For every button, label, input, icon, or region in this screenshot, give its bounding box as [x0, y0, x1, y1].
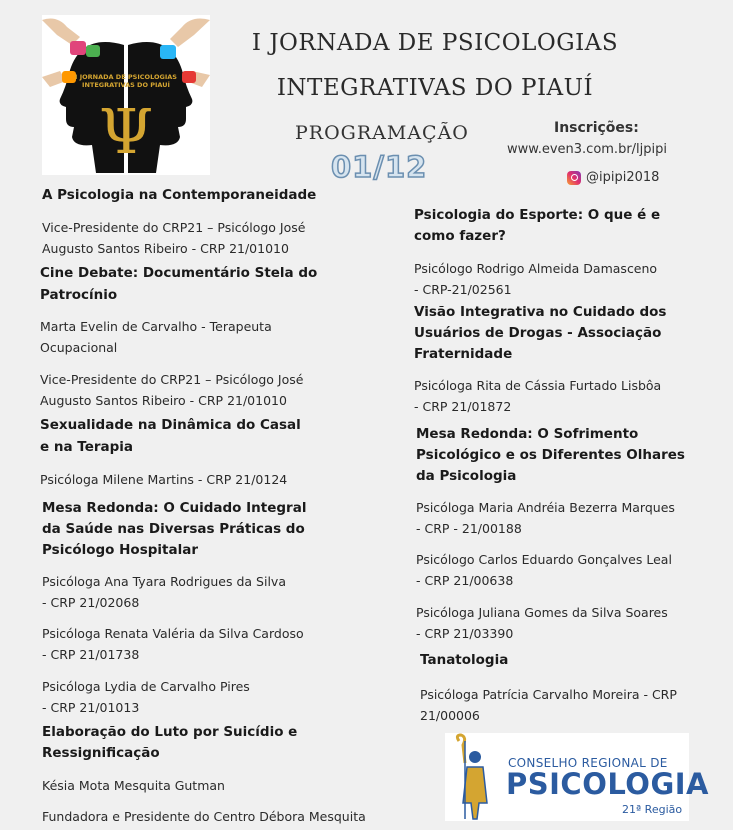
speaker-text: - CRP-21/02561	[414, 282, 512, 297]
session-title: Ressignificação	[42, 745, 160, 761]
speaker-text: Psicóloga Milene Martins - CRP 21/0124	[40, 472, 288, 487]
session-title: Psicólogo Hospitalar	[42, 542, 198, 558]
instagram-icon	[567, 171, 581, 185]
speaker-text: Psicóloga Lydia de Carvalho Pires	[42, 679, 250, 694]
session-title: Tanatologia	[420, 652, 509, 668]
session-title: Sexualidade na Dinâmica do Casal	[40, 417, 301, 433]
speaker-text: - CRP 21/03390	[416, 626, 514, 641]
crp-text-line3: 21ª Região	[622, 803, 683, 816]
crp-figure-icon	[445, 733, 505, 821]
speaker-text: Marta Evelin de Carvalho - Terapeuta	[40, 319, 272, 334]
event-title-line2: INTEGRATIVAS DO PIAUÍ	[276, 75, 594, 101]
speaker-text: - CRP - 21/00188	[416, 521, 522, 536]
session-title: Visão Integrativa no Cuidado dos	[414, 304, 667, 320]
session-title: como fazer?	[414, 228, 506, 244]
session-title: e na Terapia	[40, 439, 134, 455]
session-title: Mesa Redonda: O Sofrimento	[416, 426, 639, 442]
crp-text-line2: PSICOLOGIA	[506, 767, 710, 801]
speaker-text: Késia Mota Mesquita Gutman	[42, 778, 225, 793]
event-title-line1: I JORNADA DE PSICOLOGIAS	[251, 30, 619, 56]
logo-text-line1: I JORNADA DE PSICOLOGIAS	[75, 73, 177, 81]
speaker-text: Psicóloga Juliana Gomes da Silva Soares	[416, 605, 668, 620]
speaker-text: Psicóloga Ana Tyara Rodrigues da Silva	[42, 574, 286, 589]
event-logo	[42, 15, 210, 175]
session-title: Fraternidade	[414, 346, 513, 362]
session-title: Cine Debate: Documentário Stela do	[40, 265, 318, 281]
inscricoes-link[interactable]: www.even3.com.br/ljpipi	[507, 142, 667, 157]
speaker-text: Psicólogo Rodrigo Almeida Damasceno	[414, 261, 658, 276]
speaker-text: Augusto Santos Ribeiro - CRP 21/01010	[42, 241, 289, 256]
session-title: Psicológico e os Diferentes Olhares	[416, 447, 685, 463]
inscricoes-label: Inscrições:	[554, 120, 639, 136]
speaker-text: - CRP 21/01738	[42, 647, 140, 662]
instagram-text: @ipipi2018	[586, 170, 660, 185]
speaker-text: 21/00006	[420, 708, 480, 723]
programacao-heading: PROGRAMAÇÃO	[295, 122, 469, 144]
event-date: 01/12	[331, 150, 428, 184]
session-title: Patrocínio	[40, 287, 118, 303]
session-title: da Saúde nas Diversas Práticas do	[42, 521, 305, 537]
speaker-text: - CRP 21/01013	[42, 700, 140, 715]
speaker-text: Augusto Santos Ribeiro - CRP 21/01010	[40, 393, 287, 408]
speaker-text: Psicóloga Renata Valéria da Silva Cardoso	[42, 626, 304, 641]
logo-text-line2: INTEGRATIVAS DO PIAUÍ	[82, 81, 170, 89]
speaker-text: Fundadora e Presidente do Centro Débora Mesquita	[42, 809, 366, 824]
session-title: Psicologia do Esporte: O que é e	[414, 207, 661, 223]
speaker-text: Psicóloga Maria Andréia Bezerra Marques	[416, 500, 675, 515]
session-title: Elaboração do Luto por Suicídio e	[42, 724, 298, 740]
speaker-text: - CRP 21/02068	[42, 595, 140, 610]
speaker-text: Psicóloga Patrícia Carvalho Moreira - CRP	[420, 687, 677, 702]
crp-text-line1: CONSELHO REGIONAL DE	[508, 756, 668, 770]
session-title: Mesa Redonda: O Cuidado Integral	[42, 500, 307, 516]
speaker-text: Vice-Presidente do CRP21 – Psicólogo José	[40, 372, 304, 387]
session-title: da Psicologia	[416, 468, 517, 484]
session-title: A Psicologia na Contemporaneidade	[42, 187, 317, 203]
psi-symbol: Ψ	[98, 95, 154, 168]
speaker-text: - CRP 21/00638	[416, 573, 514, 588]
speaker-text: Psicóloga Rita de Cássia Furtado Lisbôa	[414, 378, 662, 393]
speaker-text: Vice-Presidente do CRP21 – Psicólogo José	[42, 220, 306, 235]
speaker-text: - CRP 21/01872	[414, 399, 512, 414]
instagram-handle[interactable]	[567, 170, 659, 185]
speaker-text: Ocupacional	[40, 340, 118, 355]
speaker-text: Psicólogo Carlos Eduardo Gonçalves Leal	[416, 552, 672, 567]
session-title: Usuários de Drogas - Associação	[414, 325, 662, 341]
